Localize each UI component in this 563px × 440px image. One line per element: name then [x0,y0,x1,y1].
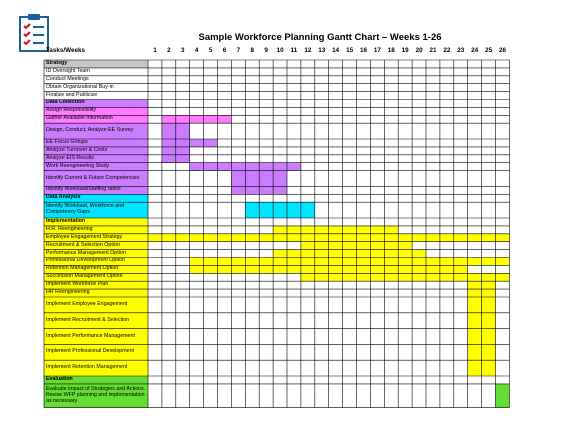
task-label: H.R. Reengineering [46,225,93,232]
week-number-17: 17 [373,47,381,54]
week-number-7: 7 [236,47,241,54]
week-number-8: 8 [250,47,255,54]
week-number-20: 20 [415,47,423,54]
task-label: Employee Engagement Strategy [46,233,123,240]
task-label: Finalize and Publicize [46,91,98,98]
task-label: Analyze Turnover & Costs [46,146,108,153]
task-label: HR Reengineering [46,289,90,296]
section-label: Strategy [46,60,68,66]
task-label: Succession Management Option [46,273,123,280]
week-number-2: 2 [167,47,171,54]
week-number-16: 16 [359,47,367,54]
task-label: Identify Workload/Staffing ratios [46,186,121,193]
week-number-21: 21 [429,47,437,54]
week-number-23: 23 [457,47,465,54]
section-label: Implementation [46,218,86,224]
task-label: Implement Recruitment & Selection [46,316,130,323]
section-label: Data Collection [46,99,85,106]
task-label: Conduct Meetings [46,75,89,82]
week-number-18: 18 [387,47,395,54]
week-number-24: 24 [471,47,479,54]
gantt-bar-24 [301,273,510,281]
chart-title: Sample Workforce Planning Gantt Chart – Weeks 1-26 [198,32,442,43]
task-label: Identify Current & Future Competencies [46,174,140,181]
gantt-bar-21 [273,250,426,258]
task-label: Evaluate impact of Strategies and Actions. Revise WFP planning and implementation as necessary [46,385,146,404]
task-label: ID Oversight Team [46,67,90,74]
week-number-13: 13 [318,47,326,54]
week-number-14: 14 [332,47,340,54]
task-label: Assign Responsibility [46,107,97,114]
gantt-bar-7 [162,115,232,123]
task-label: Identify Workload, Workforce and Competency Gaps [46,203,125,216]
week-number-4: 4 [194,47,199,54]
task-label: Design, Conduct, Analyze EE Survey [46,127,134,134]
task-label: Gather Available Information [46,115,113,122]
gantt-bar-33 [496,384,510,408]
section-label: Evaluation [46,376,73,382]
week-number-19: 19 [401,47,409,54]
tasks-weeks-header: Tasks/Weeks [46,47,85,54]
task-label: Implement Retention Management [46,364,128,371]
task-label: Implement Employee Engagement [46,300,128,307]
gantt-bar-18 [273,226,398,234]
week-number-10: 10 [276,47,284,54]
task-label: Recruitment & Selection Option [46,241,120,248]
task-label: Work Reengineering Study [46,162,110,169]
section-label: Data Analysis [46,194,81,201]
week-number-5: 5 [208,47,213,54]
week-number-26: 26 [498,47,506,54]
task-label: Performance Management Option [46,249,126,256]
week-number-22: 22 [443,47,451,54]
task-label: Professional Development Option [46,257,125,264]
task-label: Retention Management Option [46,265,119,272]
week-number-3: 3 [181,47,185,54]
task-label: Implement Professional Development [46,348,135,355]
task-label: Analyze EIS Results [46,154,94,161]
week-number-25: 25 [485,47,493,54]
task-label: EE Focus Groups [46,139,88,145]
task-label: Obtain Organizational Buy-in [46,83,114,90]
task-label: Implement Workforce Plan [46,281,109,288]
gantt-bar-16 [245,202,314,218]
week-number-1: 1 [153,47,157,54]
week-number-12: 12 [304,47,312,54]
week-number-15: 15 [346,47,354,54]
week-number-6: 6 [222,47,227,54]
week-number-9: 9 [264,47,268,54]
task-label: Implement Performance Management [46,332,135,339]
week-number-11: 11 [290,47,298,54]
gantt-bar-22 [190,258,510,266]
